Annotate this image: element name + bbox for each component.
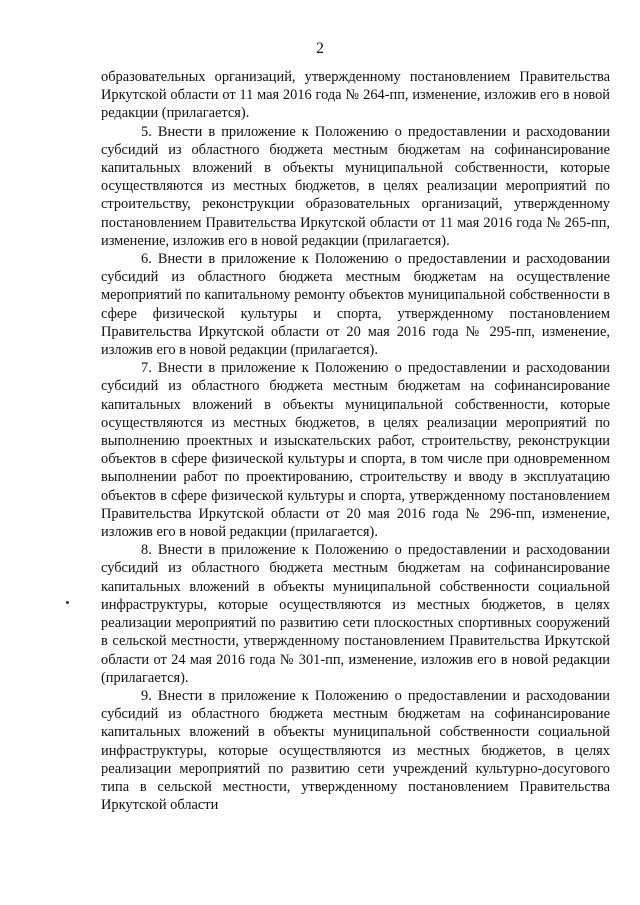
- page-number: 2: [316, 40, 324, 57]
- paragraph-item-9: 9. Внести в приложение к Положению о предоставлении и расходовании субсидий из областного бюджета местным бюджетам на софинансирование капитальных вложений в объекты муниципальной собственности социальной инфраструктуры, которые осуществляются из местных бюджетов, в целях реализации мероприятий по развитию сети учреждений культурно-досугового типа в сельской местности, утвержденному постановлением Правительства Иркутской области: [101, 687, 610, 814]
- paragraph-item-6: 6. Внести в приложение к Положению о предоставлении и расходовании субсидий из областного бюджета местным бюджетам на осуществление мероприятий по капитальному ремонту объектов муниципальной собственности в сфере физической культуры и спорта, утвержденному постановлением Правительства Иркутской области от 20 мая 2016 года № 295-пп, изменение, изложив его в новой редакции (прилагается).: [101, 251, 610, 359]
- paragraph-item-5: 5. Внести в приложение к Положению о предоставлении и расходовании субсидий из областного бюджета местным бюджетам на софинансирование капитальных вложений в объекты муниципальной собственности, которые осуществляются из местных бюджетов, в целях реализации мероприятий по строительству, реконструкции образовательных организаций, утвержденному постановлением Правительства Иркутской области от 11 мая 2016 года № 265-пп, изменение, изложив его в новой редакции (прилагается).: [101, 123, 610, 249]
- paragraph-item-8: 8. Внести в приложение к Положению о предоставлении и расходовании субсидий из областного бюджета местным бюджетам на софинансирование капитальных вложений в объекты муниципальной собственности социальной инфраструктуры, которые осуществляются из местных бюджетов, в целях реализации мероприятий по развитию сети плоскостных спортивных сооружений в сельской местности, утвержденному постановлением Правительства Иркутской области от 24 мая 2016 года № 301-пп, изменение, изложив его в новой редакции (прилагается).: [101, 542, 610, 686]
- paragraph-continuation: образовательных организаций, утвержденному постановлением Правительства Иркутской области от 11 мая 2016 года № 264-пп, изменение, изложив его в новой редакции (прилагается).: [101, 69, 610, 122]
- document-body: [101, 68, 610, 814]
- paragraph-item-7: 7. Внести в приложение к Положению о предоставлении и расходовании субсидий из областного бюджета местным бюджетам на софинансирование капитальных вложений в объекты муниципальной собственности, которые осуществляются из местных бюджетов, в целях реализации мероприятий по выполнению проектных и изыскательских работ, строительству, реконструкции объектов в сфере физической культуры и спорта, в том числе при одновременном выполнении работ по проектированию, строительству и вводу в эксплуатацию объектов в сфере физической культуры и спорта, утвержденному постановлением Правительства Иркутской области от 20 мая 2016 года № 296-пп, изменение, изложив его в новой редакции (прилагается).: [101, 360, 610, 541]
- scan-speck: [66, 601, 69, 604]
